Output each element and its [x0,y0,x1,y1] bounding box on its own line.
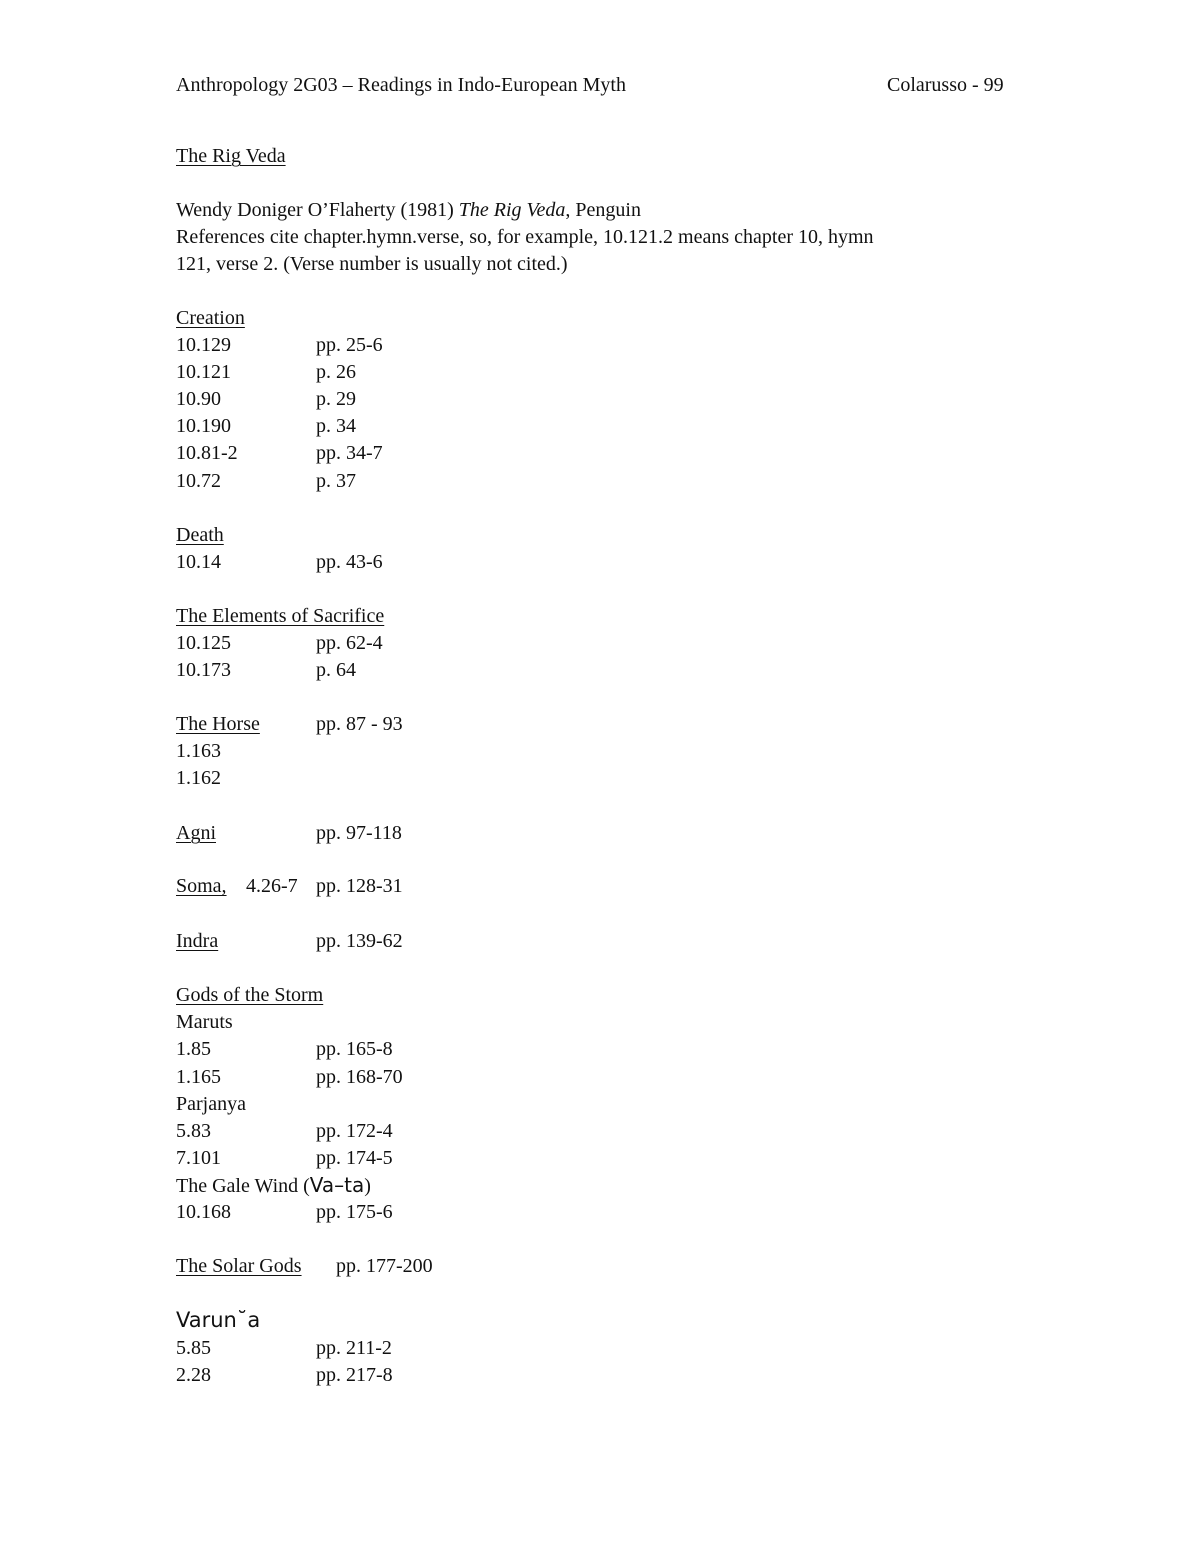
section-heading-indra: Indra pp. 139-62 [176,928,218,955]
page-ref: p. 29 [316,388,356,410]
hymn-ref: 10.125 [176,632,231,654]
section-heading-horse: The Horse pp. 87 - 93 [176,711,260,738]
page-ref: pp. 177-200 [336,1255,433,1277]
page-ref: pp. 87 - 93 [316,713,403,735]
page-ref: pp. 97-118 [316,822,402,844]
citation-note-2: 121, verse 2. (Verse number is usually not cited.) [176,253,568,275]
table-row [176,386,356,413]
table-row [176,1118,393,1145]
table-row [176,1199,393,1226]
citation-note-1: References cite chapter.hymn.verse, so, for example, 10.121.2 means chapter 10, hymn [176,226,874,248]
section-heading-creation: Creation [176,307,245,329]
hymn-ref: 7.101 [176,1147,221,1169]
page-ref: p. 26 [316,361,356,383]
page-ref: pp. 25-6 [316,334,383,356]
table-row [176,1362,393,1389]
hymn-ref: 2.28 [176,1364,211,1386]
title-text: The Rig Veda [176,145,286,167]
hymn-ref: 1.85 [176,1038,211,1060]
table-row [176,359,356,386]
hymn-ref: 1.163 [176,740,221,762]
page-ref: pp. 175-6 [316,1201,393,1223]
table-row [176,549,383,576]
page-ref: pp. 62-4 [316,632,383,654]
subsection-label: Maruts [176,1011,233,1033]
section-heading-sacrifice: The Elements of Sacrifice [176,605,385,627]
hymn-ref: 10.14 [176,551,221,573]
page-ref: pp. 217-8 [316,1364,393,1386]
hymn-ref: 10.173 [176,659,231,681]
subsection-label: Parjanya [176,1093,246,1115]
section-heading-death: Death [176,524,224,546]
table-row [176,1064,403,1091]
page-ref: pp. 172-4 [316,1120,393,1142]
page-ref: p. 37 [316,470,356,492]
table-row [176,1335,392,1362]
hymn-ref: 10.90 [176,388,221,410]
section-heading-storm: Gods of the Storm [176,984,324,1006]
hymn-ref: 1.162 [176,767,221,789]
page-label: Colarusso - 99 [887,74,1004,96]
document-title [176,143,286,170]
hymn-ref: 10.168 [176,1201,231,1223]
page-ref: pp. 168-70 [316,1066,403,1088]
table-row [176,332,383,359]
citation-publisher: , Penguin [565,199,641,221]
citation-author: Wendy Doniger O’Flaherty (1981) [176,199,459,221]
page-ref: pp. 165-8 [316,1038,393,1060]
table-row [176,413,356,440]
section-heading-agni: Agni pp. 97-118 [176,820,216,847]
table-row [176,630,383,657]
hymn-ref: 5.83 [176,1120,211,1142]
running-header [176,72,1004,99]
page-ref: p. 34 [316,415,356,437]
hymn-ref: 1.165 [176,1066,221,1088]
table-row [176,1036,393,1063]
citation-line [176,197,641,224]
hymn-ref: 5.85 [176,1337,211,1359]
page-ref: p. 64 [316,659,356,681]
hymn-ref: 10.81-2 [176,442,238,464]
page-ref: pp. 43-6 [316,551,383,573]
page-ref: pp. 211-2 [316,1337,392,1359]
page-ref: pp. 34-7 [316,442,383,464]
page-ref: pp. 174-5 [316,1147,393,1169]
hymn-ref: 10.129 [176,334,231,356]
table-row [176,657,356,684]
section-heading-soma: Soma, 4.26-7 pp. 128-31 [176,873,227,900]
section-heading-varuna: Varun˘a [176,1308,261,1332]
hymn-ref: 10.121 [176,361,231,383]
deity-name: Va–ta [309,1173,365,1197]
citation-book-title: The Rig Veda [458,199,566,221]
table-row [176,468,356,495]
table-row [176,1145,393,1172]
page-ref: pp. 139-62 [316,930,403,952]
hymn-ref: 10.72 [176,470,221,492]
hymn-ref: 4.26-7 [246,875,298,897]
page-ref: pp. 128-31 [316,875,403,897]
hymn-ref: 10.190 [176,415,231,437]
subsection-label: The Gale Wind (Va–ta) [176,1173,371,1197]
course-title: Anthropology 2G03 – Readings in Indo-European Myth [176,74,626,96]
section-heading-solar: The Solar Gods pp. 177-200 [176,1253,302,1280]
table-row [176,440,383,467]
